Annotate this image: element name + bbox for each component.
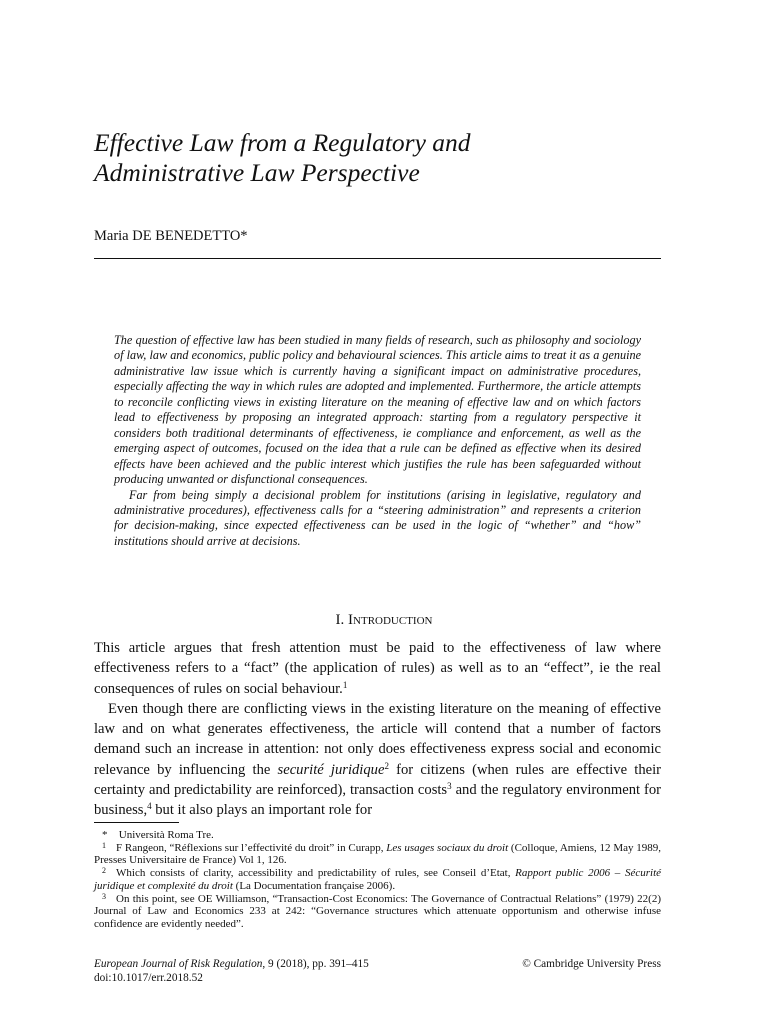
footnote-ref-2[interactable]: 2 xyxy=(384,760,389,771)
publisher-copyright: © Cambridge University Press xyxy=(522,958,661,970)
body-paragraph-2-part-d: but it also plays an important role for xyxy=(151,802,373,819)
section-number: I. xyxy=(335,612,345,628)
footnote-star: * Università Roma Tre. xyxy=(102,829,214,841)
body-text xyxy=(94,638,661,821)
abstract xyxy=(114,333,641,549)
section-heading xyxy=(0,612,768,629)
abstract-paragraph-1: The question of effective law has been studied in many fields of research, such as philosophy and sociology of law, law and economics, public policy and behavioural sciences. This article aims to treat it as a genuine administrative law issue which is currently having a significant impact on administrative procedures, especially affecting the way in which rules are adopted and implemented. Furthermore, the article attempts to reconcile conflicting views in existing literature on the meaning of effective law and on which factors lead to effectiveness by proposing an integrated approach: starting from a regulatory perspective it considers both traditional determinants of effectiveness, ie compliance and enforcement, as well as the emerging aspect of outcomes, focused on the idea that a rule can be defined as effective when its desired effects have been achieved and the public interest which justifies the rule has been safeguarded without producing unwanted or disfunctional consequences. xyxy=(114,333,641,487)
article-title-line-2: Administrative Law Perspective xyxy=(94,158,420,187)
section-title: Introduction xyxy=(348,612,433,628)
article-title xyxy=(94,128,694,188)
article-title-line-1: Effective Law from a Regulatory and xyxy=(94,128,471,157)
footnote-ref-1[interactable]: 1 xyxy=(342,679,348,690)
securite-juridique-term: securité juridique xyxy=(277,761,385,778)
body-paragraph-2 xyxy=(94,699,661,821)
footnote-2-text-a: Which consists of clarity, accessibility and predictability of rules, see Conseil d’Etat, xyxy=(116,867,516,880)
footnote-divider xyxy=(94,822,179,823)
doi-link[interactable]: doi:10.1017/err.2018.52 xyxy=(94,971,203,984)
abstract-paragraph-2: Far from being simply a decisional problem for institutions (arising in legislative, regulatory and administrative procedures), effectiveness calls for a “steering administration” and represents a criterion for decision-making, since expected effectiveness can be used in the logic of “whether” and “how” institutions should arrive at decisions. xyxy=(114,487,641,548)
footnote-ref-4[interactable]: 4 xyxy=(147,801,152,812)
footer-citation xyxy=(94,958,369,985)
footnote-2-title: Rapport public 2006 – Sécurité juridique et complexité du droit xyxy=(94,867,662,892)
footnote-1-title: Les usages sociaux du droit xyxy=(386,841,509,854)
body-paragraph-2-part-b: for citizens (when rules are effective their certainty and predictability are reinforced), transaction costs xyxy=(94,761,662,799)
footnote-star-text: Università Roma Tre. xyxy=(118,829,214,841)
footnote-3-text: On this point, see OE Williamson, “Transaction-Cost Economics: The Governance of Contractual Relations” (1979) 22(2) Journal of Law and Economics 233 at 242: “Governance structures which attenuate opportunism and otherwise infuse confidence are evidently needed”. xyxy=(94,892,661,930)
footnote-ref-3[interactable]: 3 xyxy=(447,781,452,792)
footnote-2-text-b: (La Documentation française 2006). xyxy=(232,879,396,892)
footnote-1-text-a: F Rangeon, “Réflexions sur l’effectivité du droit” in Curapp, xyxy=(116,841,387,854)
footnote-3: 3 On this point, see OE Williamson, “Transaction-Cost Economics: The Governance of Contractual Relations” (1979) 22(2) Journal of Law and Economics 233 at 242: “Governance structures which attenuate opportunism and otherwise infuse confidence are evidently needed”. xyxy=(94,891,661,930)
journal-name: European Journal of Risk Regulation xyxy=(94,958,263,970)
body-paragraph-1-text: This article argues that fresh attention must be paid to the effectiveness of law where effectiveness refers to a “fact” (the application of rules) as well as to an “effect”, ie the real consequences of rules on social behaviour. xyxy=(94,640,661,697)
journal-volume-pages: , 9 (2018), pp. 391–415 xyxy=(262,958,369,970)
title-divider xyxy=(94,258,661,259)
body-paragraph-1 xyxy=(94,638,661,699)
footer-citation-line xyxy=(94,958,369,972)
body-paragraph-2-part-a: Even though there are conflicting views in the existing literature on the meaning of effective law and on what generates effectiveness, the article will contend that a number of factors demand such an increase in attention: not only does effectiveness express social and economic relevance by influencing the xyxy=(94,700,661,778)
footnote-1: 1 F Rangeon, “Réflexions sur l’effectivité du droit” in Curapp, Les usages sociaux du droit (Colloque, Amiens, 12 May 1989, Presses Universitaire de France) Vol 1, 126. xyxy=(94,840,661,867)
footnote-1-text-b: (Colloque, Amiens, 12 May 1989, Presses Universitaire de France) Vol 1, 126. xyxy=(94,841,661,867)
author-name: Maria DE BENEDETTO* xyxy=(94,228,248,244)
footnote-2: 2 Which consists of clarity, accessibility and predictability of rules, see Conseil d’Etat, Rapport public 2006 – Sécurité juridique et complexité du droit (La Documentation française 2006). xyxy=(94,866,662,892)
footnotes xyxy=(94,829,661,931)
body-paragraph-2-part-c: and the regulatory environment for business, xyxy=(94,782,662,819)
